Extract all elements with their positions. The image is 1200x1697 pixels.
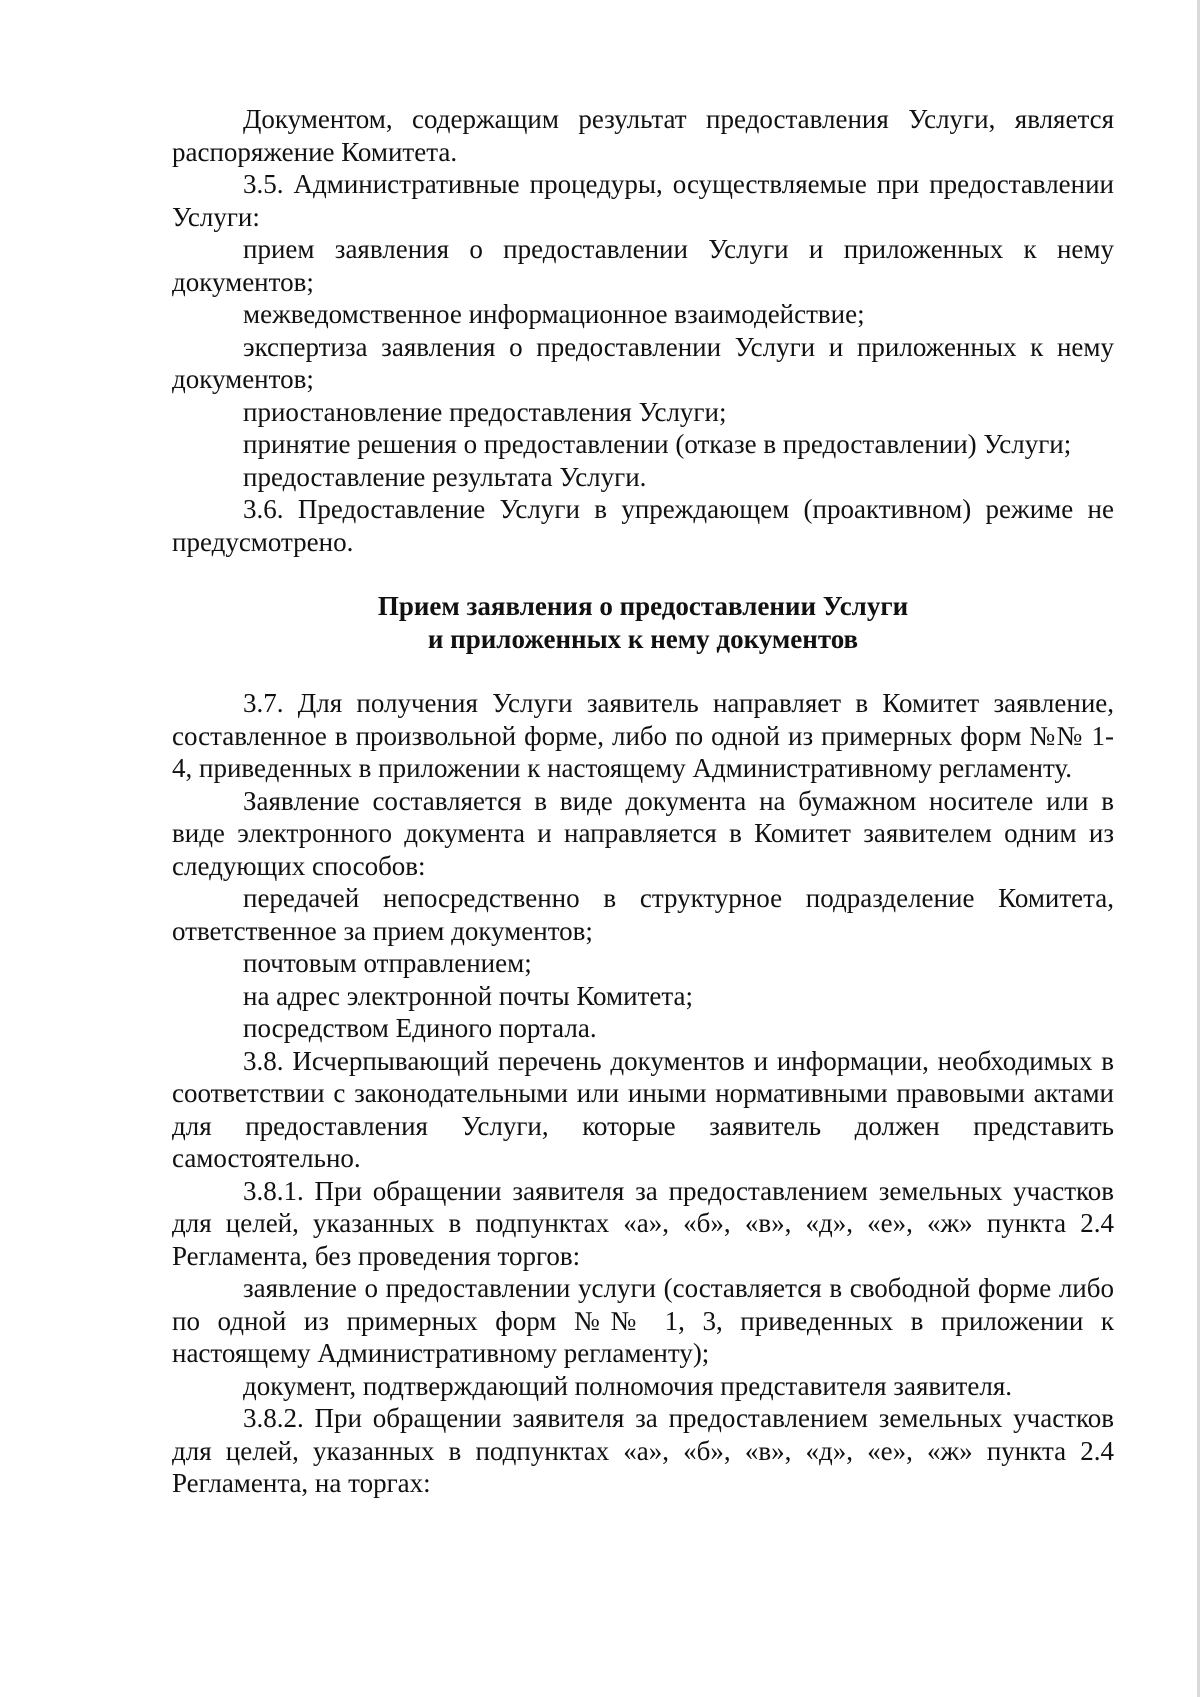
list-item-procedure: принятие решения о предоставлении (отказе в предоставлении) Услуги; bbox=[243, 429, 1072, 459]
section-heading bbox=[172, 590, 1114, 655]
paragraph-3-5: 3.5. Административные процедуры, осуществляемые при предоставлении Услуги: bbox=[172, 169, 1114, 232]
list-item-procedure: экспертиза заявления о предоставлении Услуги и приложенных к нему документов; bbox=[172, 331, 1114, 394]
paragraph-result-document: Документом, содержащим результат предоставления Услуги, является распоряжение Комитета. bbox=[172, 104, 1114, 167]
list-item-method: посредством Единого портала. bbox=[243, 1013, 597, 1043]
list-item-document: заявление о предоставлении услуги (составляется в свободной форме либо по одной из примерных форм №№ 1, 3, приведенных в приложении к настоящему Административному регламенту); bbox=[172, 1273, 1114, 1368]
paragraph-3-8-1: 3.8.1. При обращении заявителя за предоставлением земельных участков для целей, указанных в подпунктах «а», «б», «в», «д», «е», «ж» пункта 2.4 Регламента, без проведения торгов: bbox=[172, 1175, 1114, 1271]
list-item-method: почтовым отправлением; bbox=[243, 948, 532, 978]
paragraph-3-6: 3.6. Предоставление Услуги в упреждающем (проактивном) режиме не предусмотрено. bbox=[172, 494, 1114, 557]
section-heading-line-1: Прием заявления о предоставлении Услуги bbox=[377, 591, 909, 621]
list-item-procedure: приостановление предоставления Услуги; bbox=[243, 396, 727, 427]
list-item-procedure: прием заявления о предоставлении Услуги и приложенных к нему документов; bbox=[172, 234, 1114, 297]
list-item-procedure: предоставление результата Услуги. bbox=[243, 461, 647, 492]
paragraph-3-8-2: 3.8.2. При обращении заявителя за предоставлением земельных участков для целей, указанных в подпунктах «а», «б», «в», «д», «е», «ж» пункта 2.4 Регламента, на торгах: bbox=[172, 1403, 1114, 1498]
paragraph-3-8: 3.8. Исчерпывающий перечень документов и информации, необходимых в соответствии с законодательными или иными нормативными правовыми актами для предоставления Услуги, которые заявитель должен представить самостоятельно. bbox=[172, 1045, 1114, 1173]
document-body bbox=[172, 103, 1114, 1500]
list-item-document: документ, подтверждающий полномочия представителя заявителя. bbox=[243, 1370, 1012, 1401]
list-item-procedure: межведомственное информационное взаимодействие; bbox=[243, 299, 865, 329]
section-heading-line-2: и приложенных к нему документов bbox=[427, 623, 859, 654]
list-item-method: передачей непосредственно в структурное подразделение Комитета, ответственное за прием документов; bbox=[172, 883, 1114, 946]
paragraph-submission-methods: Заявление составляется в виде документа на бумажном носителе или в виде электронного документа и направляется в Комитет заявителем одним из следующих способов: bbox=[172, 785, 1114, 881]
paragraph-3-7: 3.7. Для получения Услуги заявитель направляет в Комитет заявление, составленное в произвольной форме, либо по одной из примерных форм №№ 1-4, приведенных в приложении к настоящему Административному регламенту. bbox=[172, 688, 1114, 783]
list-item-method: на адрес электронной почты Комитета; bbox=[243, 980, 693, 1011]
